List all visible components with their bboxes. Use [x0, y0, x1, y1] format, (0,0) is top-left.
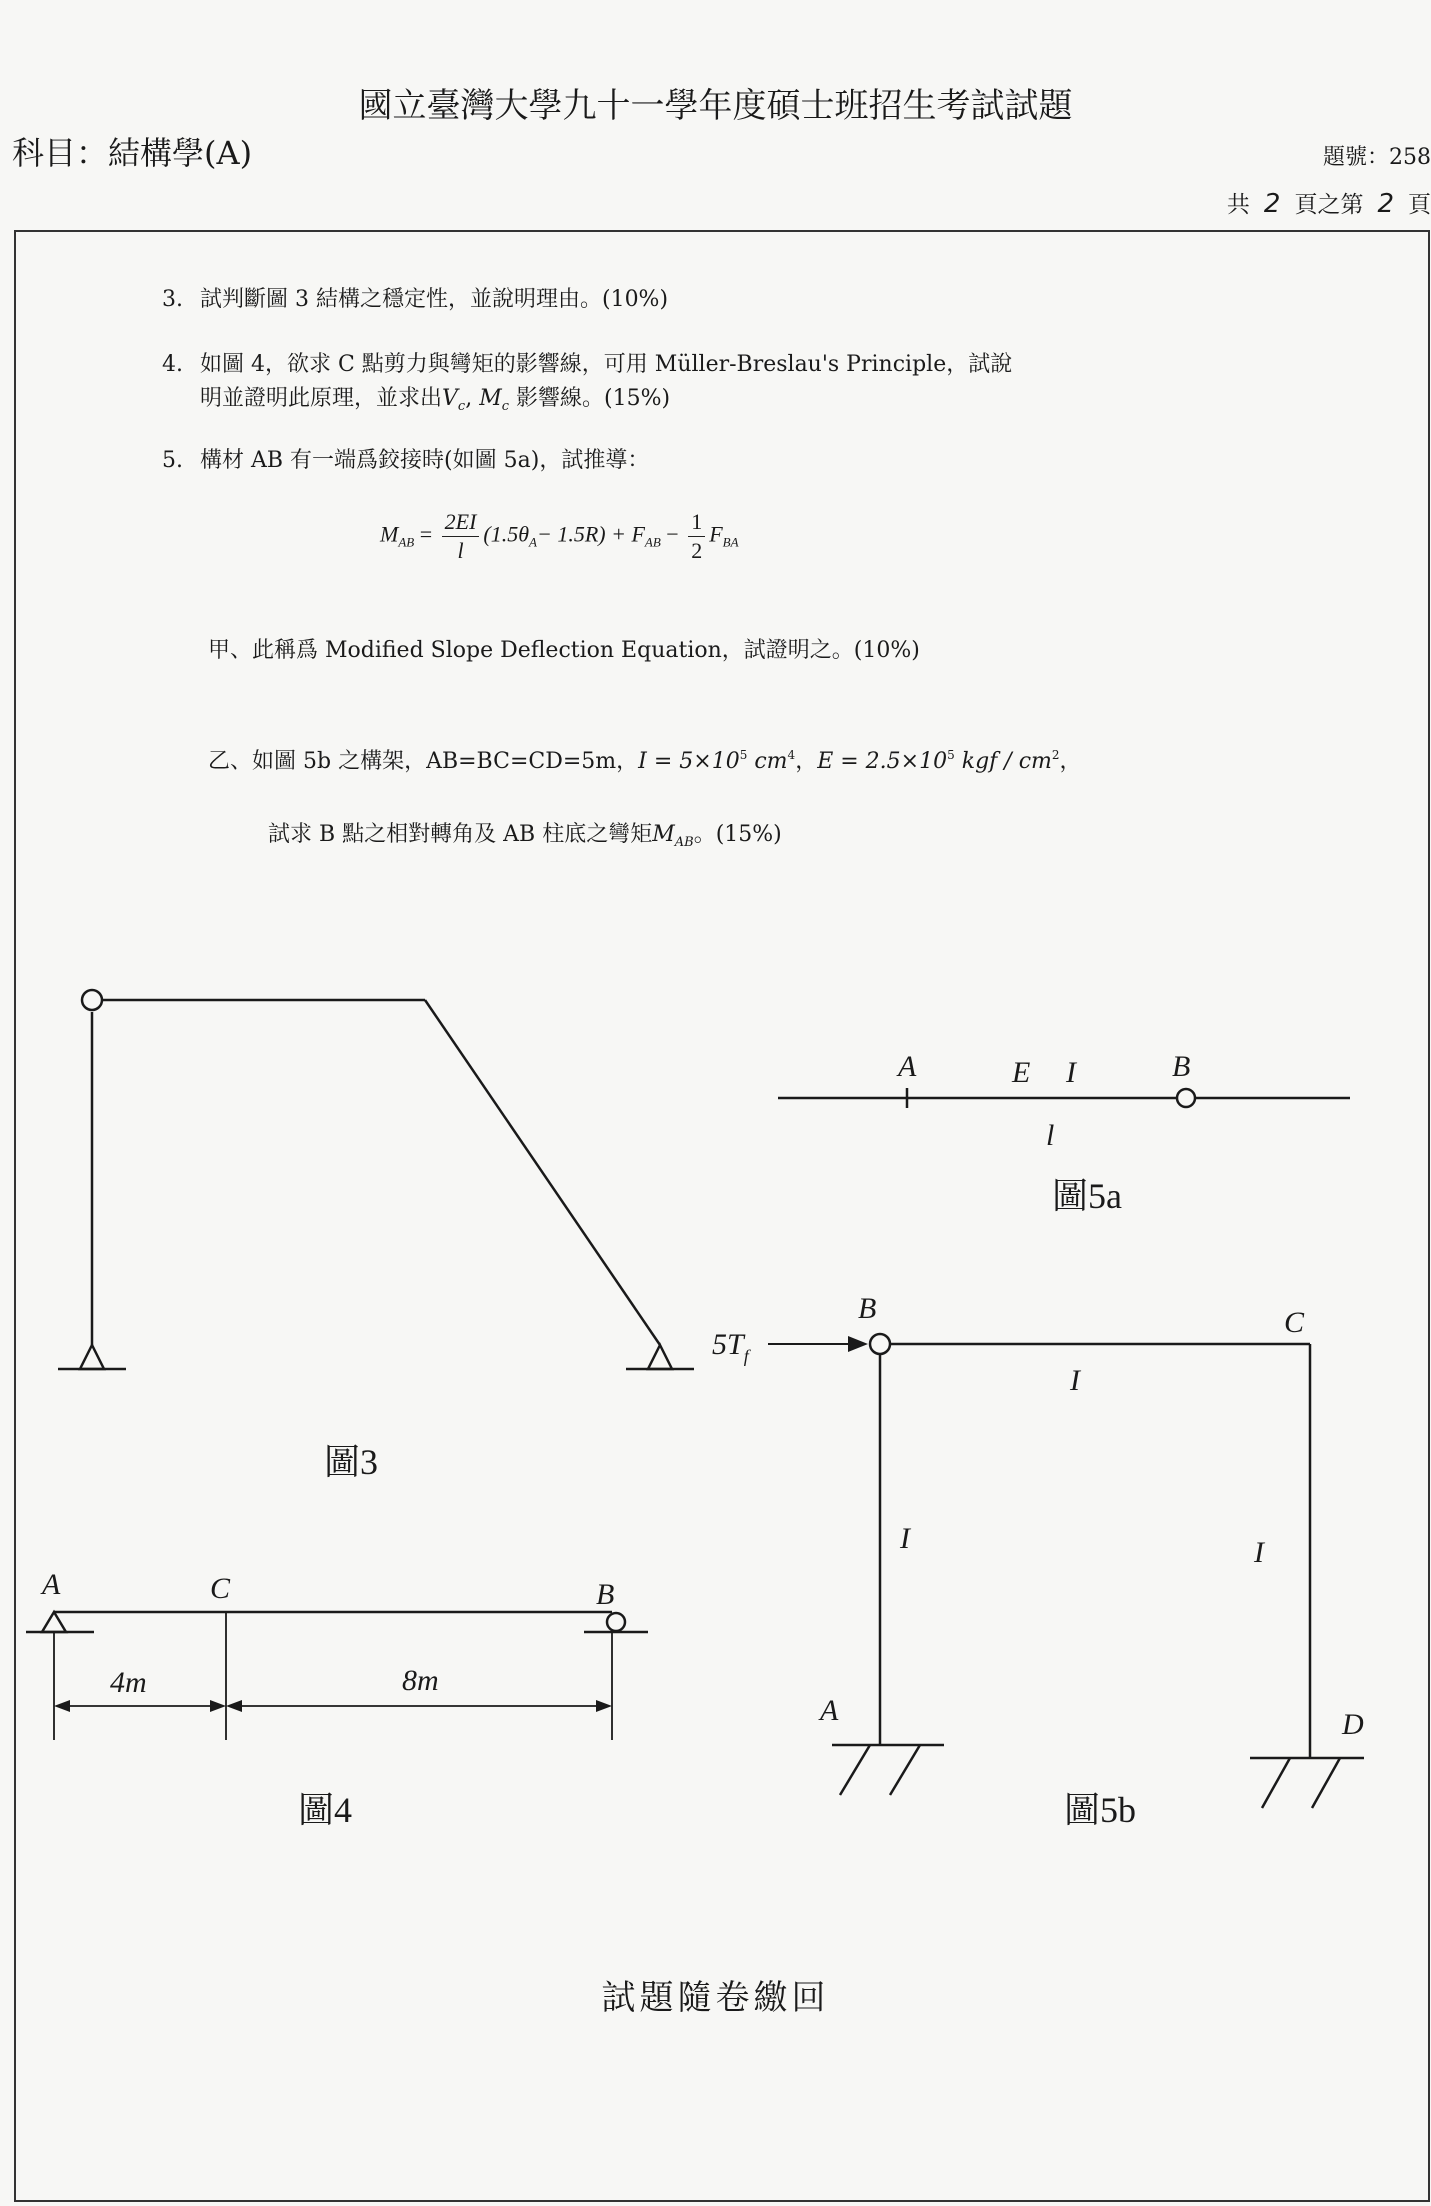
eq-minus: −: [666, 521, 679, 547]
part-b-text: 乙、如圖 5b 之構架，AB=BC=CD=5m，: [208, 749, 639, 774]
figure-5b-label-a: A: [820, 1694, 839, 1727]
figure-4-label-b: B: [596, 1578, 615, 1611]
eq-fab-sub: AB: [644, 534, 661, 550]
exam-title: 國立臺灣大學九十一學年度碩士班招生考試試題: [358, 86, 1073, 126]
question-5-number: 5.: [162, 448, 183, 473]
figure-3-support-left: [58, 1345, 126, 1369]
question-4: 4. 如圖 4，欲求 C 點剪力與彎矩的影響線，可用 Müller-Breslau's Principle，試說 明並證明此原理，並求出$V_c$, $M_c$ 影響線。(15%): [162, 348, 1012, 424]
figure-5a-label-l: l: [1046, 1119, 1055, 1152]
moment-symbol-sub: c: [501, 399, 509, 414]
part-b-text-2: 試求 B 點之相對轉角及 AB 柱底之彎矩: [268, 822, 653, 847]
figure-5b-label-d: D: [1342, 1708, 1364, 1741]
part-b-modulus-exp: 5: [947, 748, 955, 762]
figure-5b-hinge-b: [870, 1334, 890, 1354]
figure-5b-fixed-support-a: [832, 1745, 944, 1795]
figure-4-caption: 圖4: [298, 1790, 353, 1830]
figure-5b-label-c: C: [1284, 1306, 1305, 1339]
question-3-number: 3.: [162, 287, 183, 312]
figure-4-roller-support: [584, 1613, 648, 1632]
eq-body: (1.5θ: [483, 521, 530, 547]
figure-5a-label-i: I: [1066, 1056, 1076, 1089]
part-b-modulus: E = 2.5×10: [817, 749, 948, 774]
figure-4-dim-8m: 8m: [402, 1664, 439, 1697]
eq-half-num: 1: [688, 508, 705, 537]
eq-fraction-den: l: [457, 538, 464, 563]
figure-3-caption: 圖3: [324, 1442, 379, 1482]
eq-half-den: 2: [691, 538, 703, 563]
figure-5a-caption: 圖5a: [1052, 1176, 1122, 1216]
return-notice: 試題隨卷繳回: [601, 1978, 830, 2018]
question-5-part-a: 甲、此稱爲 Modified Slope Deflection Equation，試證明之。(10%): [208, 638, 920, 663]
figure-5b-load-value: 5T: [712, 1328, 744, 1361]
figure-5b-fixed-support-d: [1250, 1758, 1364, 1808]
part-b-moment: M: [652, 822, 675, 847]
figure-4-label-a: A: [42, 1568, 61, 1601]
question-5-part-b-line1: 乙、如圖 5b 之構架，AB=BC=CD=5m，$I = 5\times 10^5$ $cm^4$，$E = 2.5\times 10^5$ kgf / $cm^2$，: [208, 748, 1082, 774]
figure-5b-inertia-beam: I: [1070, 1364, 1080, 1397]
part-b-text-3: 。(15%): [693, 822, 782, 847]
figure-4-dim-4m: 4m: [110, 1666, 147, 1699]
figure-3-support-right: [626, 1345, 694, 1369]
part-b-moment-sub: AB: [674, 835, 694, 850]
eq-lhs-sub: AB: [398, 534, 415, 550]
question-3-text: 試判斷圖 3 結構之穩定性，並說明理由。(10%): [200, 287, 669, 312]
subject-label: 科目：結構學(A): [12, 134, 253, 172]
figure-5b-load-sub: f: [743, 1346, 749, 1366]
page-prefix: 共: [1226, 192, 1250, 218]
figure-5a-label-b: B: [1172, 1050, 1191, 1083]
figure-5a-label-a: A: [898, 1050, 917, 1083]
part-b-inertia-unit: cm: [754, 749, 788, 774]
shear-symbol-sub: c: [457, 399, 466, 414]
eq-lhs: M: [380, 521, 399, 547]
part-b-modulus-unit-exp: 2: [1051, 748, 1060, 762]
part-b-inertia: I = 5×10: [638, 749, 740, 774]
part-b-inertia-exp: 5: [739, 748, 748, 762]
page-suffix: 頁: [1408, 192, 1431, 218]
figure-5b-inertia-col-cd: I: [1254, 1536, 1264, 1569]
eq-theta-sub: A: [529, 534, 537, 550]
page-mid: 頁之第: [1294, 192, 1364, 218]
page-total: 2: [1263, 189, 1281, 219]
figure-5a-hinge: [1177, 1089, 1195, 1107]
shear-symbol: V: [442, 386, 458, 411]
figure-5b-load-label: [712, 1328, 752, 1366]
figure-5a-label-e: E: [1012, 1056, 1031, 1089]
slope-deflection-equation: $M_{AB}$ = $\frac{2EI}{l}$ $(1.5\theta_A- 1.5R) + F_{AB}$ − $\frac{1}{2}$ $F_{BA}$: [380, 509, 739, 563]
figure-4-pin-support: [26, 1612, 94, 1632]
eq-body2: − 1.5R) + F: [537, 521, 645, 547]
figure-5b-frame: [880, 1344, 1310, 1758]
question-4-number: 4.: [162, 352, 183, 377]
eq-fba-sub: BA: [722, 534, 739, 550]
figure-3-hinge: [82, 990, 102, 1010]
figure-5b-inertia-col-ab: I: [900, 1522, 910, 1555]
moment-symbol: M: [479, 386, 502, 411]
question-4-line1: 如圖 4，欲求 C 點剪力與彎矩的影響線，可用 Müller-Breslau's Principle，試說: [200, 352, 1013, 377]
figure-4-label-c: C: [210, 1572, 231, 1605]
question-4-line2-b: 影響線。(15%): [516, 386, 671, 411]
figure-3-frame: [92, 1000, 660, 1345]
part-b-inertia-unit-exp: 4: [787, 748, 796, 762]
eq-fraction-num: 2EI: [442, 508, 480, 537]
question-4-line2-a: 明並證明此原理，並求出: [200, 386, 443, 411]
question-5-text: 構材 AB 有一端爲鉸接時(如圖 5a)，試推導：: [200, 448, 650, 473]
figure-5b-label-b: B: [858, 1292, 877, 1325]
figure-5b-caption: 圖5b: [1064, 1790, 1137, 1830]
page-current: 2: [1377, 189, 1394, 219]
eq-fba: F: [709, 521, 723, 547]
figure-5b-load-arrowhead: [848, 1336, 868, 1352]
part-b-modulus-unit: kgf / cm: [961, 749, 1052, 774]
question-number: 題號：258: [1323, 145, 1431, 170]
